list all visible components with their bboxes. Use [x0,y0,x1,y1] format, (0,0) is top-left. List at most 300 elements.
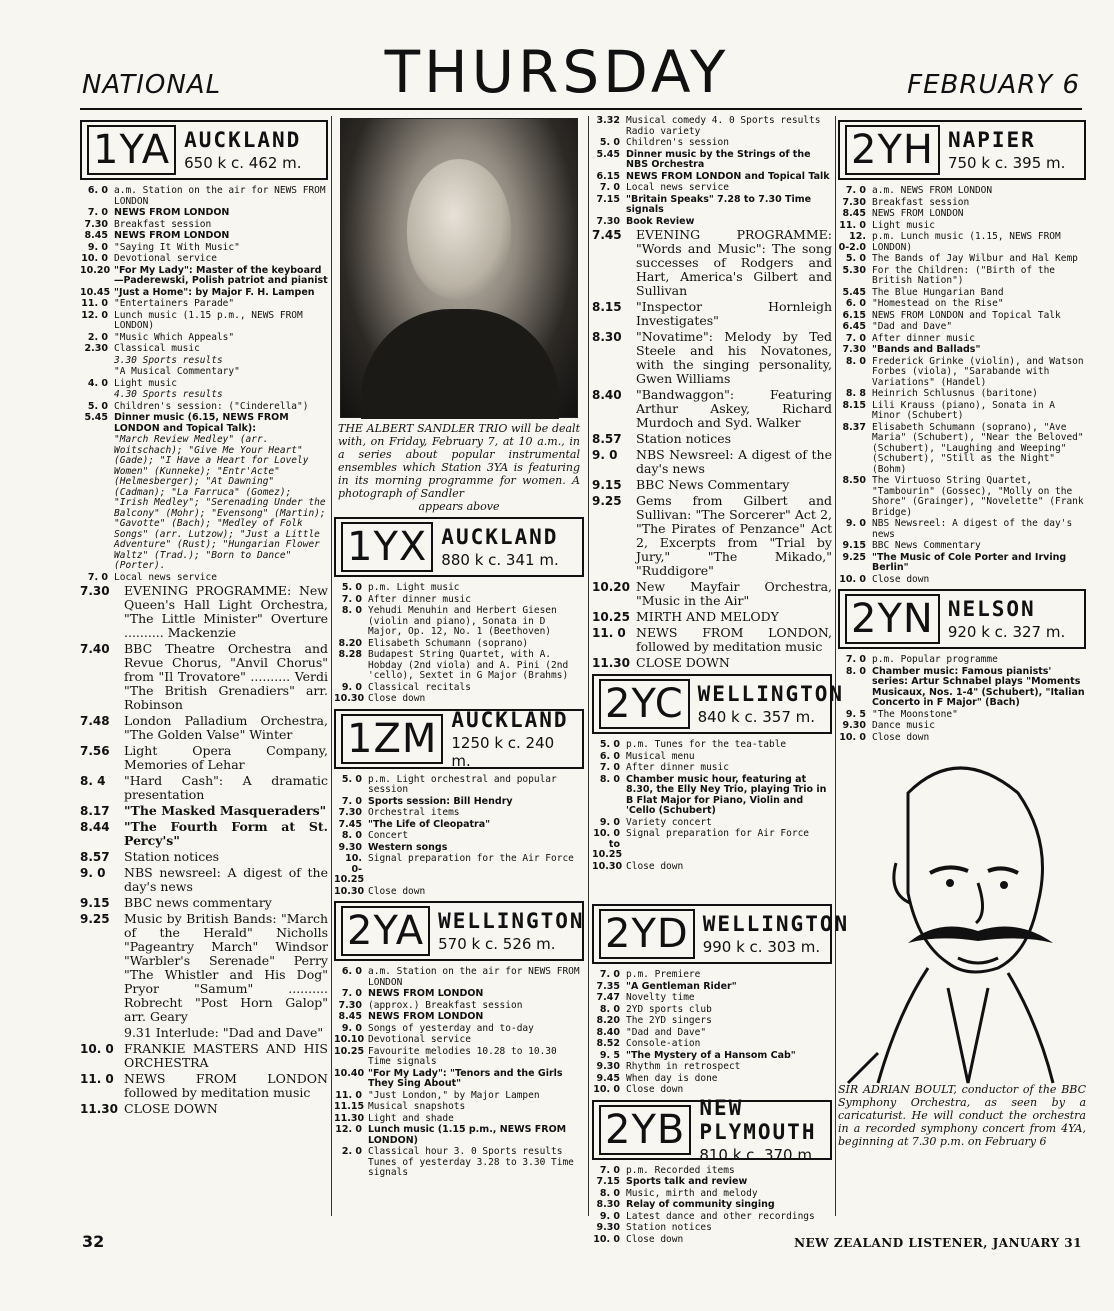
programme-title: NEWS FROM LONDON [368,988,484,999]
programme-title: "Inspector Hornleigh Investigates" [636,299,832,328]
programme-title: EVENING PROGRAMME: "Words and Music": The song successes of Rodgers and Hart, America's Gilbert and Sullivan [636,227,832,298]
programme-title: "The Fourth Form at St. Percy's" [124,819,328,848]
programme-time: 10.45 [80,286,111,298]
station-frequency: 1250 k c. 240 m. [451,733,555,770]
programme-time: 5.45 [596,148,620,160]
programme-title: NEWS FROM LONDON [114,230,230,241]
programme-item [838,389,1086,400]
programme-title: "The Music of Cole Porter and Irving Berlin" [872,551,1067,573]
programme-time: 10. 0 [81,253,108,264]
programme-item [334,1001,584,1012]
programme-title: "For My Lady": Master of the keyboard—Paderewski, Polish patriot and pianist [114,264,328,286]
programme-title: Musical snapshots [368,1101,466,1112]
programme-title: NEWS FROM LONDON [368,1011,484,1022]
programme-item [334,854,584,886]
station-city: NAPIER [947,128,1036,152]
programme-title: Light music [114,377,177,389]
programme-time: 5.45 [84,412,108,423]
programme-title: Variety concert [626,816,712,828]
programme-item [592,478,832,492]
programme-title: Children's session [626,137,729,148]
programme-item [334,1147,584,1179]
programme-item [80,413,328,434]
programme-time: 4. 0 [87,377,108,389]
column-3 [592,115,845,896]
programme-title: Rhythm in retrospect [626,1061,741,1072]
programme-item [592,818,832,829]
programme-item [334,694,584,705]
programme-time: 10.10 [334,1034,365,1045]
station-city: WELLINGTON [702,912,850,936]
programme-time: 7. 0 [87,571,108,583]
programme-time: 8. 0 [599,1003,620,1015]
programme-time: 10. 0 to 10.25 [592,828,623,860]
programme-time: 10. 0 [839,731,866,743]
station-frequency: 750 k c. 395 m. [947,154,1066,172]
programme-title: After dinner music [368,593,471,605]
programme-title: Concert [368,830,409,841]
programme-title: "Just a Home": by Major F. H. Lampen [114,286,315,298]
programme-item [838,733,1086,744]
programme-time: 7.40 [80,642,110,656]
programme-time: 5. 0 [845,253,866,264]
station-logo: 2YB [599,1105,691,1155]
programme-time: 2. 0 [341,1146,362,1157]
programme-item [80,866,328,894]
programme-time: 10. 0 [839,573,866,585]
programme-title: The Bands of Jay Wilbur and Hal Kemp [872,253,1078,264]
programme-title: Songs of yesterday and to-day [368,1022,534,1034]
programme-item [838,519,1086,540]
programme-title: Station notices [626,1222,712,1233]
programme-item [80,573,328,584]
programme-title: Chamber music: Famous pianists' series: Artur Schnabel plays "Moments Musicaux, Nos. 1-4" (Schubert), "Italian Concerto in F Major" (Bach) [872,665,1085,708]
programme-title: "The Mystery of a Hansom Cab" [626,1049,796,1061]
programme-title: "Entertainers Parade" [114,298,235,309]
programme-title: p.m. Recorded items [626,1164,735,1176]
programme-item [592,993,832,1004]
programme-title: Classical music [114,343,200,354]
programme-item [838,553,1086,574]
programme-title: "Dad and Dave" [626,1026,707,1038]
programme-item [838,322,1086,333]
programme-item [838,186,1086,197]
programme-title: Lunch music (1.15 p.m., NEWS FROM LONDON) [114,309,303,331]
programme-item [838,710,1086,721]
programme-title: "Homestead on the Rise" [872,298,1004,309]
programme-item [80,896,328,910]
programme-time: 2.30 [84,343,108,354]
programme-title: "Bands and Ballads" [872,344,981,355]
programme-title: Book Review [626,215,695,227]
programme-title: Devotional service [368,1034,471,1045]
programme-item [334,1035,584,1046]
programme-time: 9. 5 [599,1049,620,1061]
programme-item [334,683,584,694]
programme-time: 9.30 [596,1061,620,1072]
programme-title: For the Children: ("Birth of the British Nation") [872,264,1056,286]
station-frequency: 920 k c. 327 m. [947,623,1066,641]
programme-list-1yx [334,583,584,705]
programme-item [334,583,584,594]
programme-time: 10. 0 [80,1042,114,1056]
programme-item [592,1223,832,1234]
photo-caption: THE ALBERT SANDLER TRIO will be dealt with, on Friday, February 7, at 10 a.m., in a series about popular instrumental ensembles which Station 3YA is featuring in its morning programme for women. A photograph of Sandler [338,422,580,500]
programme-time: 8.30 [596,1199,620,1210]
programme-title: p.m. Popular programme [872,654,998,665]
programme-time: 5. 0 [341,773,362,785]
programme-time: 7. 0 [341,795,362,807]
programme-time: 7.48 [80,714,110,728]
programme-title: a.m. Station on the air for NEWS FROM LONDON [114,185,326,207]
programme-time: 8.45 [84,230,108,241]
programme-time: 8. 4 [80,774,106,788]
programme-title: Devotional service [114,253,217,264]
programme-time: 7.35 [596,980,620,992]
programme-item [592,862,832,873]
programme-time: 8. 0 [599,1187,620,1199]
programme-time: 7.30 [84,218,108,230]
programme-item [334,595,584,606]
programme-time: 10.30 [592,860,623,872]
programme-time: 11. 0 [839,219,866,231]
station-city: NELSON [947,597,1036,621]
programme-item [592,1028,832,1039]
programme-title: NEWS FROM LONDON followed by meditation music [124,1071,328,1100]
programme-title: NEWS FROM LONDON, followed by meditation music [636,625,832,654]
header-rule [80,108,1082,110]
programme-time: 7.30 [596,215,620,227]
programme-title: Light and shade [368,1112,454,1124]
programme-title: 4.30 Sports results [114,389,223,400]
programme-item [592,656,832,670]
programme-item [592,217,832,228]
programme-title: Local news service [626,182,729,193]
programme-time: 7.45 [592,228,622,242]
programme-title: Classical recitals [368,681,471,693]
programme-title: Western songs [368,841,448,853]
programme-item [334,1102,584,1113]
evening-list-1ya [80,584,328,1116]
programme-item [334,1024,584,1035]
programme-time: 12. 0 [335,1124,362,1135]
programme-list-2ya [334,967,584,1179]
programme-title: Light music [872,219,935,231]
programme-time: 7. 0 [845,332,866,344]
programme-item [592,740,832,751]
programme-time: 8.30 [592,330,622,344]
station-logo: 1YX [341,522,433,572]
programme-title: p.m. Lunch music (1.15, NEWS FROM LONDON) [872,231,1061,253]
programme-item [592,763,832,774]
programme-item [592,116,832,137]
programme-item [592,183,832,194]
programme-time: 8. 0 [341,605,362,616]
programme-title: After dinner music [626,762,729,773]
programme-title: Budapest String Quartet, with A. Hobday (2nd viola) and A. Pini (2nd 'cello), Sextet in G Major (Brahms) [368,649,569,681]
page-number: 32 [82,1232,105,1251]
programme-item [334,1069,584,1090]
programme-title: After dinner music [872,332,975,344]
programme-time: 11. 0 [592,626,626,640]
programme-list-2yn [838,655,1086,743]
programme-time: 7. 0 [341,593,362,605]
programme-time: 8.45 [338,1011,362,1022]
programme-item [334,820,584,831]
programme-time: 9.30 [842,720,866,731]
station-city: NEW PLYMOUTH [699,1095,817,1144]
programme-title: Children's session: ("Cinderella") [114,400,309,412]
programme-title: NEWS FROM LONDON and Topical Talk [872,309,1061,321]
programme-title: p.m. Premiere [626,969,701,980]
programme-item [592,138,832,149]
programme-time: 8. 0 [341,830,362,841]
programme-item [592,228,832,298]
programme-title: Sports talk and review [626,1176,748,1187]
programme-title: "March Review Medley" (arr. Woitschach); "Give Me Your Heart" (Gade); "I Have a Heart for Lovely Women" (Kunneke); "Entr'Acte" (Helmesberger); "At Dawning" (Cadman); "La Farruca" (Gomez); "Irish Medley"; "Serenading Under the Balcony" (Mohr); "Evensong" (Martin); "Gavotte" (Bach); "Medley of Folk Songs" (arr. Lutzow); "Just a Little Adventure" (Rust); "Hungarian Flower Waltz" (Trad.); "Born to Dance" (Porter). [114,434,326,571]
programme-item [334,887,584,898]
programme-time: 9.30 [596,1222,620,1233]
programme-item [592,300,832,328]
programme-time: 11.30 [80,1102,118,1116]
column-2 [334,116,584,1231]
programme-item [838,232,1086,253]
programme-time: 5.30 [842,264,866,276]
programme-time: 10. 0 [593,1084,620,1095]
programme-title: Music, mirth and melody [626,1187,758,1199]
programme-title: p.m. Tunes for the tea-table [626,739,787,750]
programme-item [838,575,1086,586]
station-header-2yh [838,120,1086,180]
programme-time: 9. 5 [845,708,866,720]
programme-item [592,1039,832,1050]
programme-item [80,744,328,772]
programme-time [80,1026,124,1040]
programme-item [592,432,832,446]
programme-item [592,1177,832,1188]
programme-item [838,221,1086,232]
programme-time: 7. 0 [599,182,620,193]
programme-time: 8. 0 [845,355,866,367]
programme-time: 8.44 [80,820,110,834]
programme-time: 10.25 [592,610,630,624]
photo-caption-end: appears above [418,500,500,513]
programme-title: BBC news commentary [124,895,272,910]
programme-item [838,334,1086,345]
programme-time: 9.45 [596,1072,620,1084]
programme-title: Lunch music (1.15 p.m., NEWS FROM LONDON) [368,1124,567,1146]
caricature-adrian-boult [838,753,1086,1083]
programme-title: "The Masked Masqueraders" [124,803,327,818]
programme-item [592,775,832,817]
station-header-1zm [334,709,584,769]
programme-time: 9. 0 [341,1022,362,1034]
programme-time: 9.25 [80,912,110,926]
programme-title: 9.31 Interlude: "Dad and Dave" [124,1025,324,1040]
column-3-lower [592,900,850,1245]
programme-title: (approx.) Breakfast session [368,999,523,1011]
station-logo: 2YA [341,906,430,956]
programme-item [838,357,1086,389]
programme-time: 7.15 [596,193,620,205]
programme-title: "Britain Speaks" 7.28 to 7.30 Time signals [626,193,812,215]
station-frequency: 990 k c. 303 m. [702,938,821,956]
programme-time: 7. 0 [87,207,108,218]
programme-item [838,311,1086,322]
programme-item [80,402,328,413]
programme-time [80,390,114,401]
programme-title: CLOSE DOWN [124,1101,218,1116]
programme-time: 8.15 [592,300,622,314]
programme-time: 9. 0 [80,866,106,880]
programme-item [80,231,328,242]
programme-title: p.m. Light music [368,582,460,593]
programme-time: 7.45 [338,818,362,830]
programme-time: 11. 0 [80,1072,114,1086]
column-divider [331,116,332,1216]
programme-time: 5.45 [842,286,866,298]
programme-title: "Novatime": Melody by Ted Steele and his Novatones, with the singing personality, Gwen Williams [636,329,832,386]
programme-item [592,388,832,430]
programme-time: 11.15 [334,1101,365,1112]
programme-item [838,288,1086,299]
programme-item [80,333,328,344]
programme-time: 7.30 [338,807,362,818]
programme-item [592,448,832,476]
programme-title: CLOSE DOWN [636,655,730,670]
programme-time: 10.40 [334,1067,365,1079]
programme-item [80,912,328,1024]
programme-time: 7.30 [842,344,866,355]
programme-item [334,843,584,854]
programme-time: 6.45 [842,321,866,332]
programme-item [80,714,328,742]
programme-title: "For My Lady": "Tenors and the Girls They Sing About" [368,1067,563,1089]
programme-time: 7. 0 [845,654,866,665]
programme-title: Sports session: Bill Hendry [368,795,513,807]
programme-item [592,1166,832,1177]
programme-item [80,220,328,231]
programme-title: The Virtuoso String Quartet, "Tambourin" (Gossec), "Molly on the Shore" (Grainger), "Novelette" (Frank Bridge) [872,475,1084,518]
programme-item [838,345,1086,356]
station-frequency: 570 k c. 526 m. [438,935,556,953]
programme-item [592,1005,832,1016]
station-city: WELLINGTON [697,682,845,706]
programme-time: 9.15 [592,478,622,492]
programme-item [80,850,328,864]
station-city: WELLINGTON [438,909,585,933]
programme-title: Frederick Grinke (violin), and Watson Forbes (viola), "Sarabande with Variations" (Handel) [872,355,1084,388]
programme-item [592,580,832,608]
programme-title: Lili Krauss (piano), Sonata in A Minor (Schubert) [872,399,1056,421]
station-frequency: 880 k c. 341 m. [441,551,559,569]
programme-time: 9.15 [80,896,110,910]
caricature-caption: SIR ADRIAN BOULT, conductor of the BBC Symphony Orchestra, as seen by a caricaturist. He will conduct the orchestra in a recorded symphony concert from 4YA, beginning at 7.30 p.m. on February 6 [838,1083,1086,1148]
programme-item [80,774,328,802]
programme-time [80,356,114,367]
programme-item [80,356,328,367]
programme-time: 6.15 [596,170,620,182]
programme-title: Dinner music (6.15, NEWS FROM LONDON and Topical Talk): [114,412,289,434]
programme-item [80,266,328,287]
programme-item [838,401,1086,422]
programme-time: 9.25 [842,551,866,563]
programme-time: 8.40 [592,388,622,402]
programme-item [80,379,328,390]
programme-time: 7. 0 [599,762,620,773]
station-city: AUCKLAND [184,128,302,152]
programme-title: Elisabeth Schumann (soprano) [368,637,529,649]
programme-title: NEWS FROM LONDON [872,208,964,219]
programme-title: When day is done [626,1072,718,1084]
programme-item [592,330,832,386]
programme-item [838,667,1086,709]
programme-item [838,476,1086,518]
programme-title: Relay of community singing [626,1199,775,1210]
programme-item [80,311,328,332]
programme-item [80,390,328,401]
programme-time: 8. 8 [845,388,866,399]
programme-title: NEWS FROM LONDON and Topical Talk [626,170,830,182]
programme-title: "Music Which Appeals" [114,331,235,343]
programme-item [838,266,1086,287]
page-title: THURSDAY [384,38,730,106]
programme-title: EVENING PROGRAMME: New Queen's Hall Light Orchestra, "The Little Minister" Overture .......... Mackenzie [124,583,328,640]
programme-title: Elisabeth Schumann (soprano), "Ave Maria" (Schubert), "Near the Beloved" (Schubert), "Laughing and Weeping" (Schubert), "Still as the Night" (Bohm) [872,421,1084,475]
programme-title: NBS Newsreel: A digest of the day's news [872,518,1073,540]
programme-time: 10.20 [592,580,630,594]
programme-time: 9. 0 [341,681,362,693]
programme-item [334,808,584,819]
column-divider [835,116,836,1216]
station-header-1yx [334,517,584,577]
programme-item [838,209,1086,220]
programme-list-2yh [838,186,1086,585]
programme-title: The Blue Hungarian Band [872,286,1004,298]
programme-item [80,820,328,848]
station-frequency: 810 k c. 370 m. [699,1145,817,1164]
programme-item [80,208,328,219]
footer-masthead: NEW ZEALAND LISTENER, JANUARY 31 [794,1236,1082,1250]
programme-time: 9. 0 [87,241,108,253]
programme-time: 8.45 [842,208,866,219]
programme-title: Dinner music by the Strings of the NBS Orchestra [626,148,811,170]
programme-title: Console-ation [626,1038,701,1049]
programme-list-1ya [80,186,328,583]
programme-item [592,172,832,183]
station-header-2ya [334,901,584,961]
programme-time: 5. 0 [341,582,362,593]
programme-time: 9.30 [338,841,362,853]
programme-title: Close down [626,1084,684,1095]
programme-title: "Just London," by Major Lampen [368,1089,540,1101]
programme-item [80,299,328,310]
programme-time: 8. 0 [599,773,620,785]
programme-time: 7.56 [80,744,110,758]
programme-title: 3.30 Sports results [114,354,223,366]
programme-time: 11.30 [334,1112,365,1124]
programme-item [592,1062,832,1073]
programme-item [592,970,832,981]
programme-title: Signal preparation for the Air Force [368,853,574,864]
programme-item [80,1026,328,1040]
programme-time: 9. 0 [599,816,620,828]
programme-time: 5. 0 [87,400,108,412]
programme-time: 7. 0 [599,969,620,980]
programme-item [80,344,328,355]
programme-time: 12. 0 [81,309,108,321]
programme-title: BBC News Commentary [872,540,981,551]
